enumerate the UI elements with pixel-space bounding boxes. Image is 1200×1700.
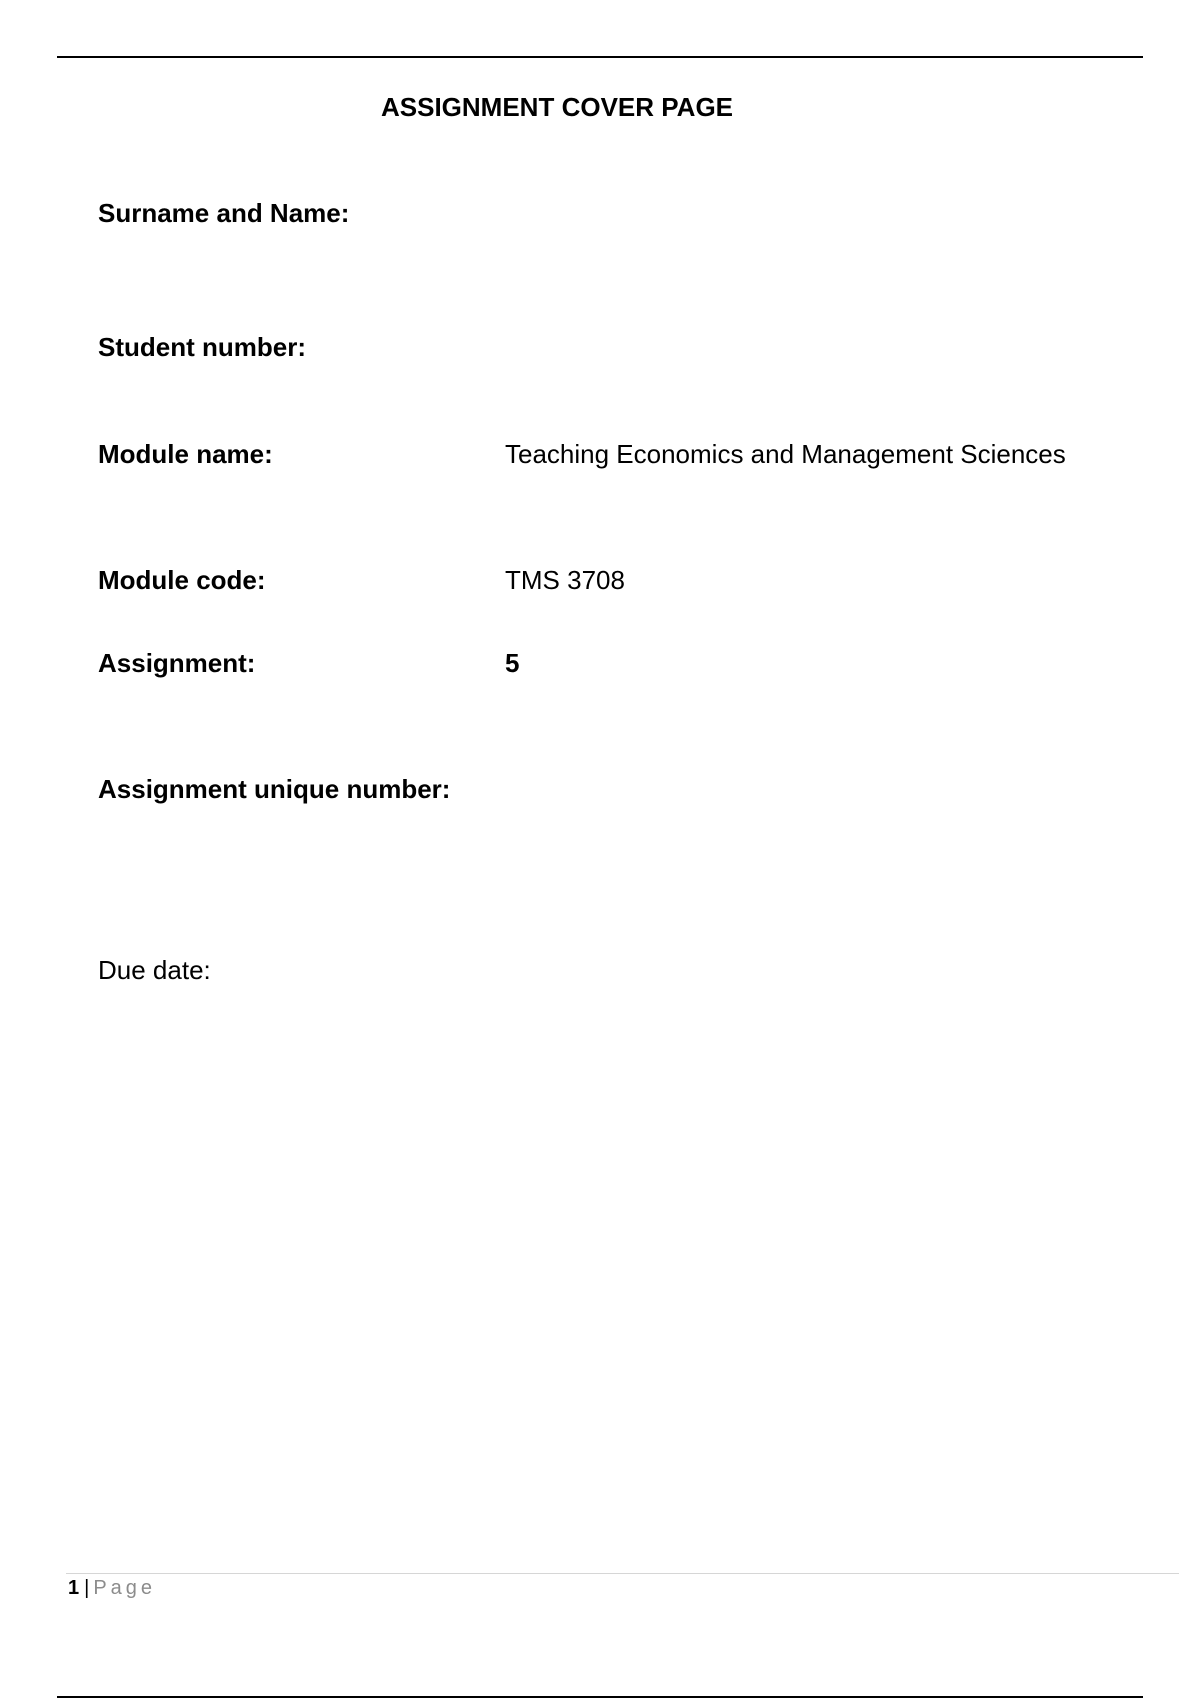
module-code-label: Module code: <box>98 565 266 595</box>
page-word: Page <box>93 1577 157 1599</box>
footer-rule <box>66 1573 1179 1574</box>
module-name-label: Module name: <box>98 439 273 469</box>
module-code-value: TMS 3708 <box>505 565 625 595</box>
page-footer <box>68 1577 156 1600</box>
page-number: 1 <box>68 1577 80 1599</box>
assignment-unique-number-label: Assignment unique number: <box>98 774 451 804</box>
top-rule <box>57 56 1143 58</box>
footer-separator: | <box>84 1577 90 1599</box>
page-title: ASSIGNMENT COVER PAGE <box>381 92 734 122</box>
bottom-rule <box>57 1696 1143 1698</box>
assignment-value: 5 <box>505 648 520 678</box>
module-name-value: Teaching Economics and Management Sciences <box>505 439 1066 469</box>
student-number-label: Student number: <box>98 332 306 362</box>
surname-and-name-label: Surname and Name: <box>98 198 350 228</box>
due-date-label: Due date: <box>98 955 211 985</box>
assignment-label: Assignment: <box>98 648 256 678</box>
